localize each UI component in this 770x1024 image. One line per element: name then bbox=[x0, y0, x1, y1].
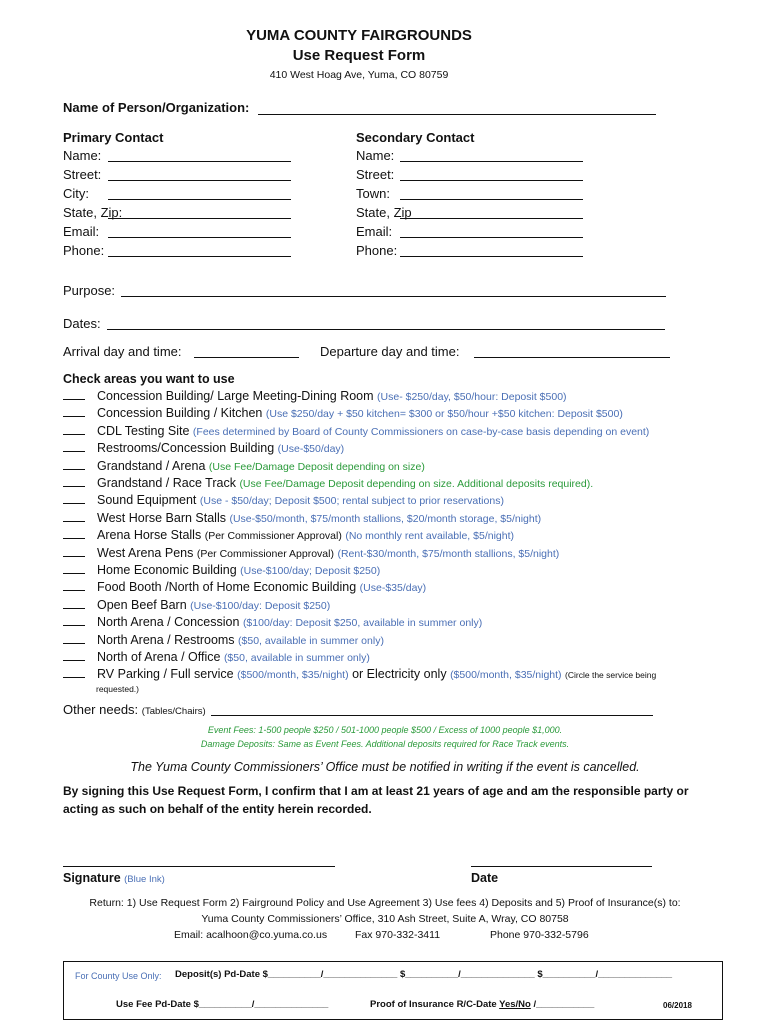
area-name: Food Booth /North of Home Economic Building bbox=[97, 580, 357, 595]
area-row[interactable] bbox=[63, 389, 567, 403]
primary-field-input[interactable] bbox=[108, 180, 291, 181]
checkbox-blank[interactable] bbox=[63, 546, 85, 557]
dates-label: Dates: bbox=[63, 316, 101, 331]
area-row[interactable] bbox=[63, 563, 380, 577]
circle-note: (Circle the service being bbox=[565, 670, 657, 680]
usefee-line: Use Fee Pd-Date $__________/______________ bbox=[116, 999, 329, 1010]
return-phone: Phone 970-332-5796 bbox=[490, 929, 589, 941]
checkbox-blank[interactable] bbox=[63, 476, 85, 487]
departure-field[interactable] bbox=[474, 357, 670, 358]
return-line1: Return: 1) Use Request Form 2) Fairground Policy and Use Agreement 3) Use fees 4) Deposits and 5) Proof of Insurance(s) to: bbox=[89, 897, 681, 909]
area-row[interactable] bbox=[63, 476, 593, 490]
area-desc: (Rent-$30/month, $75/month stallions, $5/night) bbox=[337, 547, 560, 560]
area-row[interactable] bbox=[63, 406, 623, 420]
checkbox-blank[interactable] bbox=[63, 615, 85, 626]
area-row[interactable] bbox=[63, 598, 330, 612]
org-field[interactable] bbox=[258, 114, 656, 115]
secondary-field-input[interactable] bbox=[400, 199, 583, 200]
area-desc: (Use- $250/day, $50/hour: Deposit $500) bbox=[377, 391, 567, 403]
checkbox-blank[interactable] bbox=[63, 580, 85, 591]
signature-label: Signature (Blue Ink) bbox=[63, 871, 165, 885]
checkbox-blank[interactable] bbox=[63, 633, 85, 644]
consent-line1: By signing this Use Request Form, I confirm that I am at least 21 years of age and am the responsible party or bbox=[63, 784, 689, 798]
checkbox-blank[interactable] bbox=[63, 459, 85, 470]
area-name: North Arena / Restrooms bbox=[97, 632, 235, 647]
areas-heading: Check areas you want to use bbox=[63, 372, 235, 386]
area-name: Concession Building/ Large Meeting-Dining Room bbox=[97, 389, 374, 403]
arrival-field[interactable] bbox=[194, 357, 299, 358]
primary-field-input[interactable] bbox=[108, 161, 291, 162]
area-name: CDL Testing Site bbox=[97, 423, 190, 438]
area-row[interactable] bbox=[63, 528, 514, 542]
checkbox-blank[interactable] bbox=[63, 406, 85, 417]
secondary-field-label: Phone: bbox=[356, 243, 398, 258]
form-title: YUMA COUNTY FAIRGROUNDS bbox=[246, 27, 472, 44]
area-name: Sound Equipment bbox=[97, 493, 197, 508]
secondary-field-input[interactable] bbox=[400, 161, 583, 162]
area-row[interactable] bbox=[63, 580, 426, 594]
checkbox-blank[interactable] bbox=[63, 650, 85, 661]
checkbox-blank[interactable] bbox=[63, 424, 85, 435]
county-use-label: For County Use Only: bbox=[75, 971, 162, 981]
primary-field-label: Name: bbox=[63, 148, 102, 163]
return-email: Email: acalhoon@co.yuma.co.us bbox=[174, 929, 328, 941]
primary-field-input[interactable] bbox=[108, 237, 291, 238]
consent-line2: acting as such on behalf of the entity herein recorded. bbox=[63, 802, 372, 816]
area-desc: (Use-$50/day) bbox=[277, 443, 345, 456]
form-subtitle: Use Request Form bbox=[292, 47, 426, 64]
secondary-field-input[interactable] bbox=[400, 256, 583, 257]
area-row-rv[interactable] bbox=[63, 667, 656, 681]
area-row[interactable] bbox=[63, 650, 370, 664]
secondary-field-label: Email: bbox=[356, 224, 393, 239]
checkbox-blank[interactable] bbox=[63, 598, 85, 609]
primary-field-label: Phone: bbox=[63, 243, 105, 258]
area-desc: (Use Fee/Damage Deposit depending on size) bbox=[208, 460, 425, 473]
area-name: Open Beef Barn bbox=[97, 597, 187, 612]
insurance-line: Proof of Insurance R/C-Date Yes/No /___________ bbox=[370, 999, 595, 1010]
signature-field[interactable] bbox=[63, 866, 335, 867]
event-fees: Event Fees: 1-500 people $250 / 501-1000 people $500 / Excess of 1000 people $1,000. bbox=[207, 725, 563, 735]
dates-field[interactable] bbox=[107, 329, 665, 330]
area-desc: (Use $250/day + $50 kitchen= $300 or $50/hour +$50 kitchen: Deposit $500) bbox=[265, 408, 623, 421]
area-name-alt: or Electricity only bbox=[352, 667, 447, 681]
area-desc: (No monthly rent available, $5/night) bbox=[345, 530, 514, 543]
purpose-label: Purpose: bbox=[63, 283, 116, 298]
area-name: Grandstand / Race Track bbox=[97, 476, 236, 490]
area-desc-alt: ($500/month, $35/night) bbox=[450, 669, 562, 681]
date-label: Date bbox=[471, 871, 499, 885]
secondary-field-label: Town: bbox=[356, 186, 390, 201]
arrival-label: Arrival day and time: bbox=[63, 344, 182, 359]
area-name: Home Economic Building bbox=[97, 563, 237, 577]
checkbox-blank[interactable] bbox=[63, 528, 85, 539]
checkbox-blank[interactable] bbox=[63, 493, 85, 504]
purpose-field[interactable] bbox=[121, 296, 666, 297]
damage-deposits: Damage Deposits: Same as Event Fees. Additional deposits required for Race Track events. bbox=[200, 739, 570, 749]
area-name: West Horse Barn Stalls bbox=[97, 510, 226, 525]
secondary-heading: Secondary Contact bbox=[356, 130, 475, 145]
area-row[interactable] bbox=[63, 441, 344, 455]
area-row[interactable] bbox=[63, 424, 649, 438]
area-name: Arena Horse Stalls bbox=[97, 528, 202, 543]
revision-date: 06/2018 bbox=[663, 1001, 692, 1010]
cancel-notice: The Yuma County Commissioners’ Office must be notified in writing if the event is cancelled. bbox=[130, 760, 640, 774]
other-field[interactable] bbox=[211, 715, 653, 716]
area-row[interactable] bbox=[63, 459, 425, 473]
area-desc: ($100/day: Deposit $250, available in summer only) bbox=[242, 617, 483, 630]
primary-field-label: Street: bbox=[63, 167, 102, 182]
secondary-field-input[interactable] bbox=[400, 237, 583, 238]
area-desc: (Use-$50/month, $75/month stallions, $20/month storage, $5/night) bbox=[229, 512, 542, 525]
departure-label: Departure day and time: bbox=[320, 344, 460, 359]
area-name: Grandstand / Arena bbox=[97, 458, 206, 473]
other-label: Other needs: (Tables/Chairs) bbox=[63, 702, 206, 717]
area-desc: ($50, available in summer only) bbox=[223, 652, 370, 664]
checkbox-blank[interactable] bbox=[63, 563, 85, 574]
deposit-line: Deposit(s) Pd-Date $__________/______________ $__________/______________ $__________/______________ bbox=[175, 969, 673, 980]
area-row[interactable] bbox=[63, 633, 384, 647]
primary-field-input[interactable] bbox=[108, 218, 291, 219]
area-row[interactable] bbox=[63, 511, 541, 525]
primary-field-input[interactable] bbox=[108, 256, 291, 257]
area-row[interactable] bbox=[63, 615, 482, 629]
primary-field-label: City: bbox=[63, 186, 89, 201]
checkbox-blank[interactable] bbox=[63, 511, 85, 522]
return-line2: Yuma County Commissioners’ Office, 310 Ash Street, Suite A, Wray, CO 80758 bbox=[201, 913, 569, 925]
secondary-field-label: Name: bbox=[356, 148, 395, 163]
date-field[interactable] bbox=[471, 866, 652, 867]
area-name: North of Arena / Office bbox=[97, 650, 221, 664]
secondary-field-label: Street: bbox=[356, 167, 395, 182]
primary-field-label: Email: bbox=[63, 224, 100, 239]
area-name: West Arena Pens bbox=[97, 545, 194, 560]
area-desc: (Use Fee/Damage Deposit depending on size. Additional deposits required). bbox=[239, 478, 594, 490]
checkbox-blank[interactable] bbox=[63, 389, 85, 400]
approval-note: (Per Commissioner Approval) bbox=[204, 530, 342, 543]
address: 410 West Hoag Ave, Yuma, CO 80759 bbox=[269, 69, 449, 81]
primary-field-input[interactable] bbox=[108, 199, 291, 200]
checkbox-blank[interactable] bbox=[63, 667, 85, 678]
area-name: Concession Building / Kitchen bbox=[97, 406, 263, 421]
return-fax: Fax 970-332-3411 bbox=[355, 929, 441, 941]
area-desc: (Use-$100/day: Deposit $250) bbox=[190, 599, 331, 612]
area-name: RV Parking / Full service bbox=[97, 667, 234, 681]
circle-note-cont: requested.) bbox=[96, 684, 139, 694]
secondary-field-input[interactable] bbox=[400, 218, 583, 219]
secondary-field-label: State, Zip bbox=[356, 205, 412, 220]
area-name: Restrooms/Concession Building bbox=[97, 441, 275, 456]
area-desc: (Fees determined by Board of County Commissioners on case-by-case basis depending on event) bbox=[192, 425, 650, 438]
area-desc: ($500/month, $35/night) bbox=[237, 669, 349, 681]
secondary-field-input[interactable] bbox=[400, 180, 583, 181]
org-label: Name of Person/Organization: bbox=[63, 100, 250, 115]
checkbox-blank[interactable] bbox=[63, 441, 85, 452]
primary-heading: Primary Contact bbox=[63, 130, 164, 145]
area-desc: ($50, available in summer only) bbox=[238, 634, 384, 647]
area-row[interactable] bbox=[63, 546, 559, 560]
area-desc: (Use-$35/day) bbox=[359, 582, 427, 595]
primary-field-label: State, Zip: bbox=[63, 205, 123, 220]
area-row[interactable] bbox=[63, 493, 504, 507]
area-desc: (Use-$100/day; Deposit $250) bbox=[240, 565, 381, 577]
approval-note: (Per Commissioner Approval) bbox=[196, 547, 334, 560]
area-name: North Arena / Concession bbox=[97, 615, 240, 630]
area-desc: (Use - $50/day; Deposit $500; rental subject to prior reservations) bbox=[199, 495, 504, 508]
